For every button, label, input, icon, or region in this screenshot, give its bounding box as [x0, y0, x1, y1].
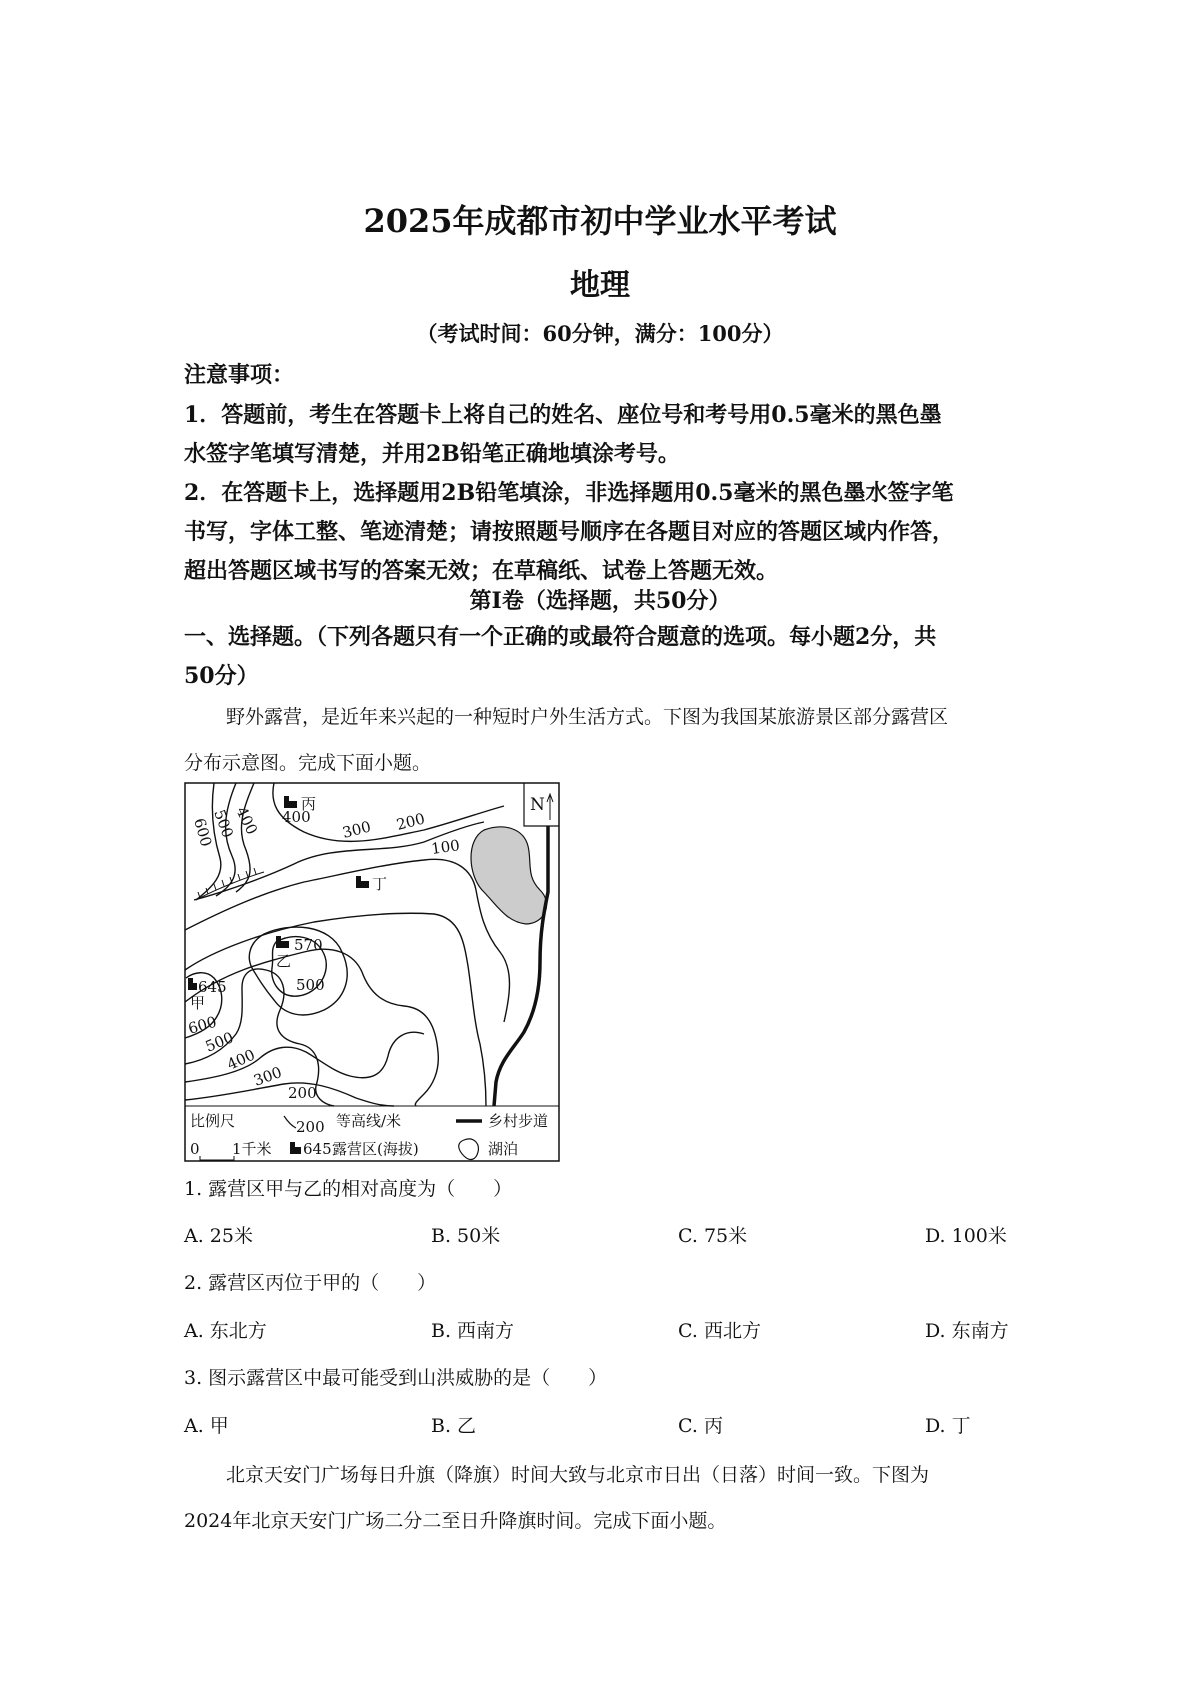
legend-scale-unit: 1千米 — [232, 1140, 272, 1158]
section-1-line-1: 一、选择题。（下列各题只有一个正确的或最符合题意的选项。每小题2分，共 — [184, 624, 937, 650]
passage-1-line-1: 野外露营，是近年来兴起的一种短时户外生活方式。下图为我国某旅游景区部分露营区 — [226, 706, 949, 728]
notice-item-2-line-1: 2．在答题卡上，选择题用2B铅笔填涂，非选择题用0.5毫米的黑色墨水签字笔 — [184, 480, 954, 506]
question-2-option-d: D. 东南方 — [925, 1320, 1009, 1342]
legend-contour-text: 等高线/米 — [336, 1112, 402, 1130]
question-1-option-c: C. 75米 — [678, 1225, 748, 1247]
question-3-stem: 3. 图示露营区中最可能受到山洪威胁的是（ ） — [184, 1367, 608, 1389]
question-3-option-a: A. 甲 — [184, 1415, 229, 1437]
part-1-heading: 第Ⅰ卷（选择题，共50分） — [469, 588, 731, 614]
contour-map — [184, 782, 560, 1162]
legend-scale-title: 比例尺 — [190, 1112, 236, 1130]
contour-legend-icon — [284, 1116, 296, 1128]
exam-title: 2025年成都市初中学业水平考试 — [363, 202, 837, 240]
contour-label: 400 — [232, 803, 262, 838]
contour-label: 500 — [210, 807, 237, 841]
passage-2-line-2: 2024年北京天安门广场二分二至日升降旗时间。完成下面小题。 — [184, 1510, 727, 1532]
contour-label: 600 — [186, 1012, 219, 1038]
question-3-option-b: B. 乙 — [431, 1415, 477, 1437]
lake-legend-icon — [459, 1139, 479, 1160]
question-1-option-b: B. 50米 — [431, 1225, 501, 1247]
contour-label: 200 — [394, 809, 427, 834]
contour-label: 500 — [296, 976, 325, 994]
north-label: N — [530, 795, 545, 815]
contour-label: 500 — [202, 1028, 237, 1056]
contour-label: 200 — [288, 1084, 317, 1102]
contour-label: 600 — [190, 816, 216, 849]
camp-name-bing: 丙 — [301, 795, 317, 813]
section-1-line-2: 50分） — [184, 663, 259, 689]
lake — [471, 827, 547, 924]
contour-label: 300 — [340, 817, 373, 842]
question-1-option-d: D. 100米 — [925, 1225, 1007, 1247]
camp-name-jia: 甲 — [190, 994, 206, 1012]
question-2-stem: 2. 露营区丙位于甲的（ ） — [184, 1272, 437, 1294]
notice-item-2-line-3: 超出答题区域书写的答案无效；在草稿纸、试卷上答题无效。 — [184, 558, 779, 584]
legend-scale-zero: 0 — [190, 1140, 200, 1158]
camp-name-ding: 丁 — [372, 875, 388, 893]
question-2-option-b: B. 西南方 — [431, 1320, 515, 1342]
notice-item-2-line-2: 书写，字体工整、笔迹清楚；请按照题号顺序在各题目对应的答题区域内作答， — [184, 519, 955, 545]
map-legend — [190, 1112, 548, 1160]
scale-bar — [200, 1156, 234, 1160]
contour-label: 400 — [282, 808, 311, 826]
question-3-option-c: C. 丙 — [678, 1415, 723, 1437]
exam-subject: 地理 — [570, 268, 630, 303]
question-2-option-a: A. 东北方 — [184, 1320, 267, 1342]
legend-lake-text: 湖泊 — [488, 1140, 519, 1158]
legend-trail-text: 乡村步道 — [488, 1112, 549, 1130]
camp-name-yi: 乙 — [276, 952, 292, 970]
question-1-stem: 1. 露营区甲与乙的相对高度为（ ） — [184, 1178, 513, 1200]
question-3-option-d: D. 丁 — [925, 1415, 971, 1437]
legend-camp-text: 露营区(海拔) — [332, 1140, 419, 1158]
legend-contour-value: 200 — [296, 1118, 325, 1136]
camp-icon — [188, 978, 197, 990]
question-1-option-a: A. 25米 — [184, 1225, 253, 1247]
exam-time-info: （考试时间：60分钟，满分：100分） — [416, 321, 784, 346]
camp-elev-yi: 570 — [294, 936, 323, 954]
camp-icon — [356, 876, 369, 888]
camp-icon — [284, 796, 297, 808]
notice-heading: 注意事项： — [184, 362, 295, 388]
camp-elev-jia: 645 — [198, 978, 227, 996]
legend-camp-value: 645 — [303, 1140, 332, 1158]
notice-item-1-line-2: 水签字笔填写清楚，并用2B铅笔正确地填涂考号。 — [184, 441, 680, 467]
cliff-symbol — [196, 868, 264, 900]
question-2-option-c: C. 西北方 — [678, 1320, 761, 1342]
passage-1-line-2: 分布示意图。完成下面小题。 — [184, 752, 432, 774]
camp-legend-icon — [290, 1142, 301, 1154]
contour-label: 400 — [224, 1045, 258, 1074]
contour-label: 100 — [430, 836, 461, 858]
notice-item-1-line-1: 1．答题前，考生在答题卡上将自己的姓名、座位号和考号用0.5毫米的黑色墨 — [184, 402, 942, 428]
contour-label: 300 — [251, 1063, 285, 1090]
passage-2-line-1: 北京天安门广场每日升旗（降旗）时间大致与北京市日出（日落）时间一致。下图为 — [226, 1464, 930, 1486]
